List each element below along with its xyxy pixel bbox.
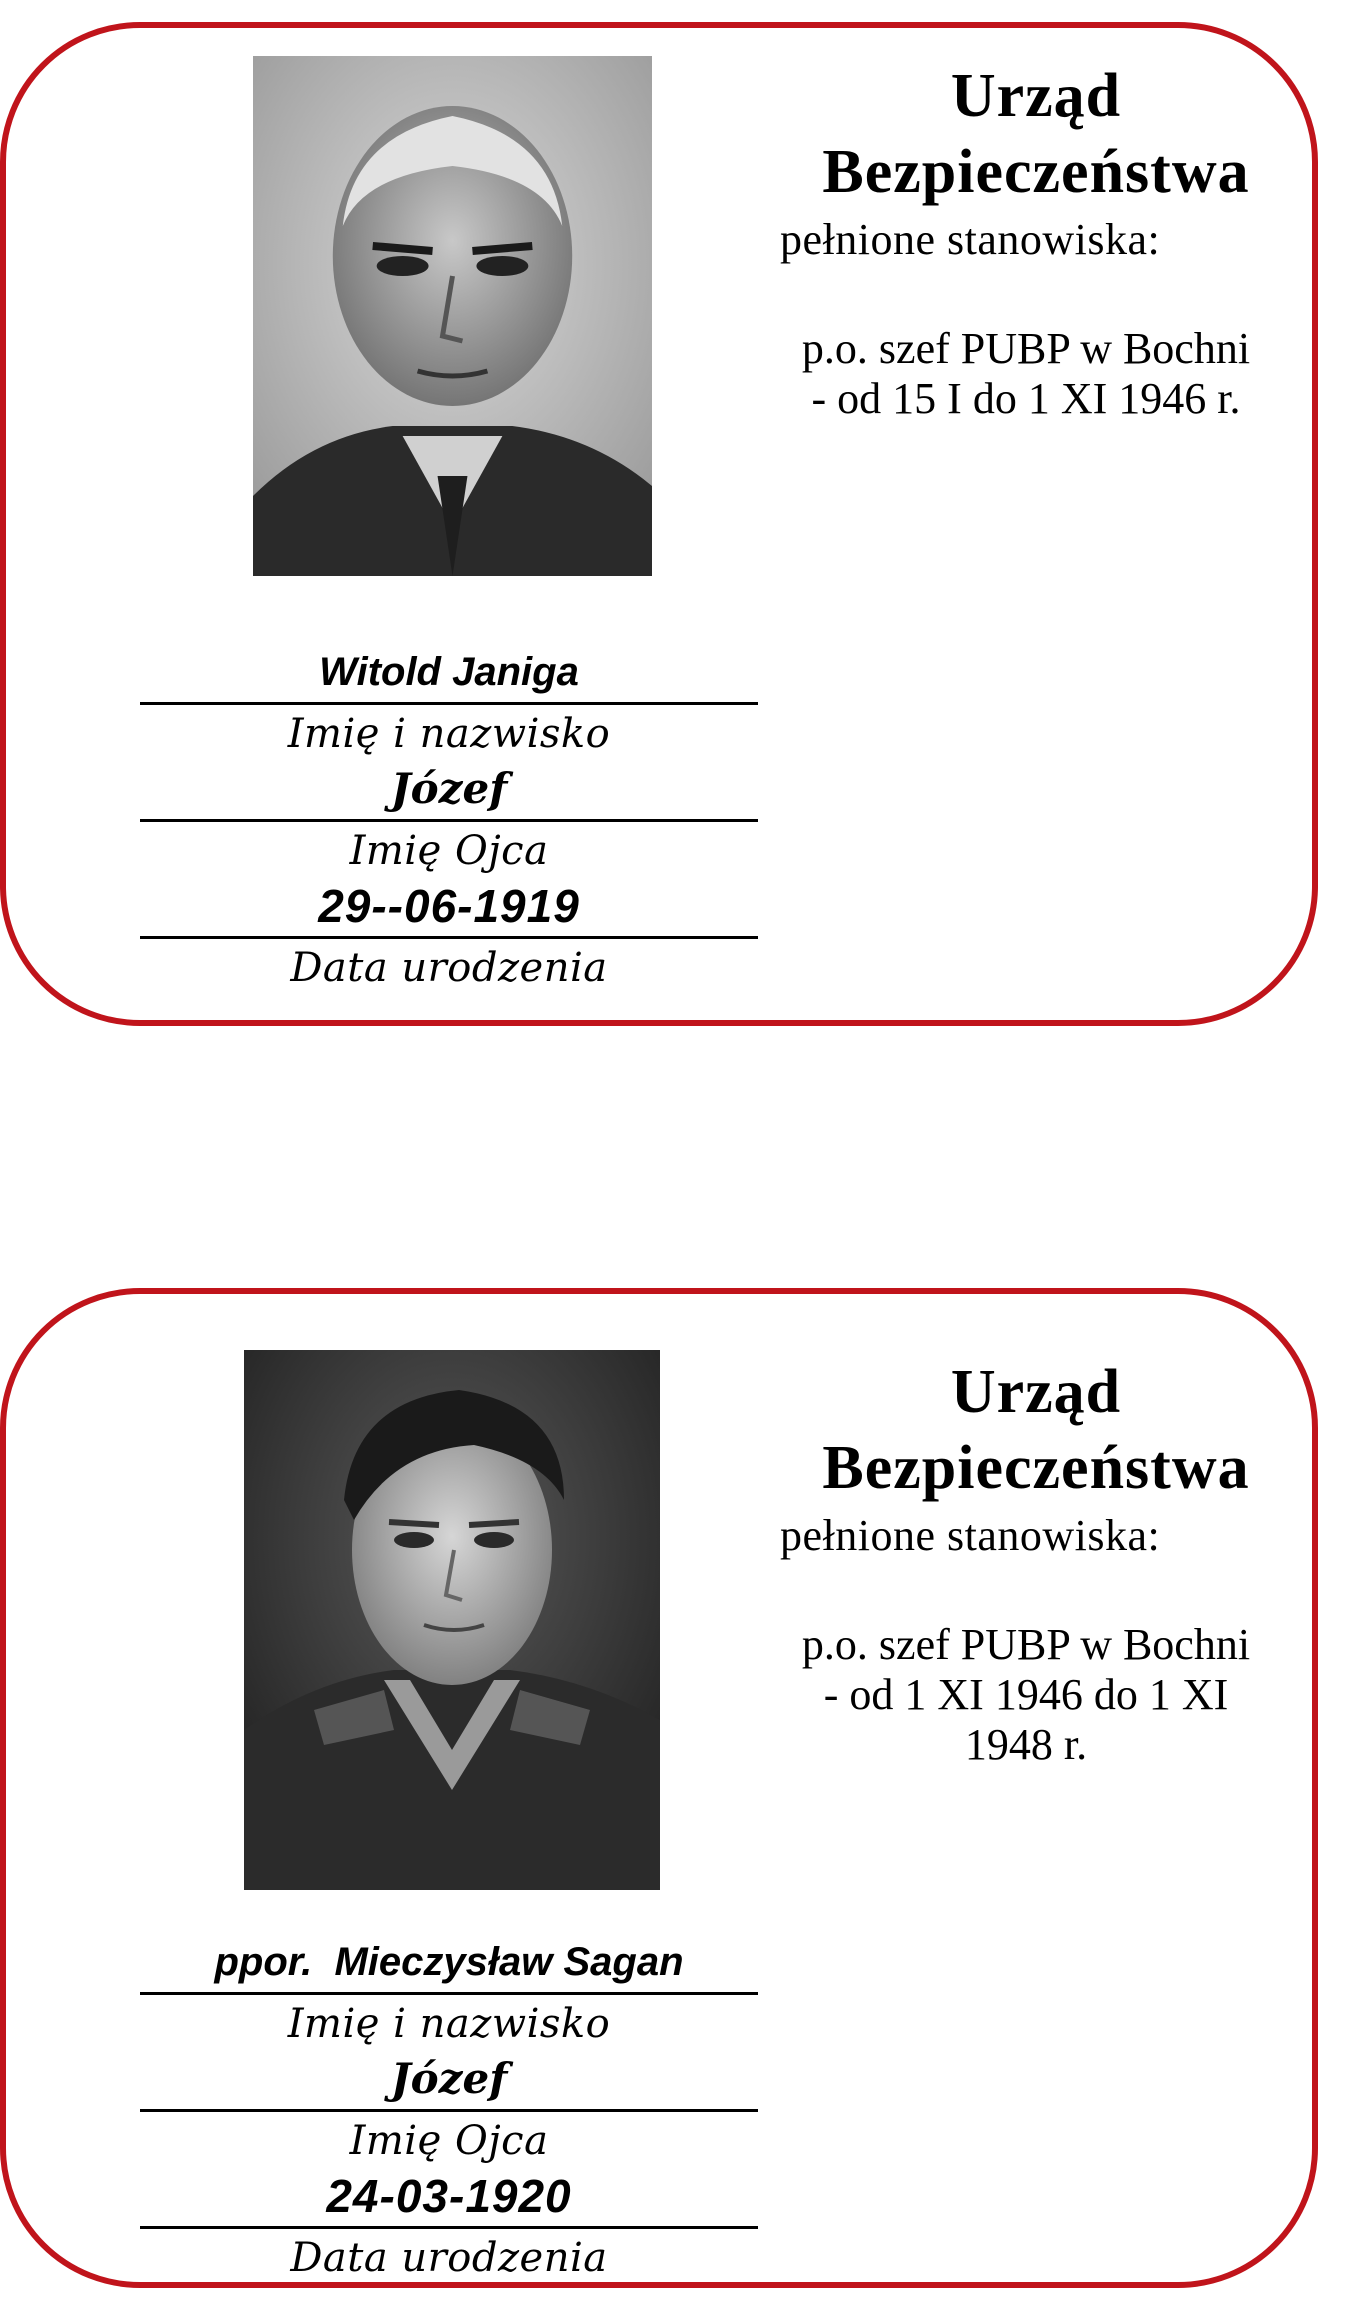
father-name-label: Imię Ojca <box>349 2118 549 2164</box>
identity-fields <box>140 1934 758 2285</box>
title-line-1: Urząd <box>950 62 1122 130</box>
birth-date-value: 24-03-1920 <box>326 2170 572 2222</box>
portrait-photo <box>253 56 652 576</box>
father-name-value: Józef <box>390 2054 508 2103</box>
title-line-2: Bezpieczeństwa <box>822 1434 1250 1502</box>
name-label: Imię i nazwisko <box>287 2001 611 2047</box>
title-line-1: Urząd <box>950 1358 1122 1426</box>
divider <box>140 1992 758 1995</box>
position-line-3: 1948 r. <box>964 1720 1088 1769</box>
person-card <box>0 22 1318 1026</box>
position-line-2: - od 1 XI 1946 do 1 XI <box>823 1670 1229 1719</box>
birth-date-value: 29--06-1919 <box>318 880 580 932</box>
title-line-2: Bezpieczeństwa <box>822 138 1250 206</box>
name-label: Imię i nazwisko <box>287 711 611 757</box>
card-title <box>746 1354 1326 1506</box>
name-value: ppor. Mieczysław Sagan <box>214 1940 684 1984</box>
position-line-1: p.o. szef PUBP w Bochni <box>801 1620 1251 1669</box>
divider <box>140 819 758 822</box>
position-line-2: - od 15 I do 1 XI 1946 r. <box>811 374 1241 423</box>
portrait-photo <box>244 1350 660 1890</box>
father-name-label: Imię Ojca <box>349 828 549 874</box>
position-description <box>766 324 1286 424</box>
identity-fields <box>140 644 758 995</box>
birth-date-label: Data urodzenia <box>290 945 608 991</box>
position-description <box>766 1620 1286 1770</box>
divider <box>140 936 758 939</box>
birth-date-label: Data urodzenia <box>290 2235 608 2281</box>
person-card <box>0 1288 1318 2288</box>
position-line-1: p.o. szef PUBP w Bochni <box>801 324 1251 373</box>
divider <box>140 2226 758 2229</box>
father-name-value: Józef <box>390 764 508 813</box>
card-title <box>746 58 1326 210</box>
positions-label: pełnione stanowiska: <box>780 215 1161 264</box>
divider <box>140 702 758 705</box>
name-value: Witold Janiga <box>319 650 579 694</box>
positions-label: pełnione stanowiska: <box>780 1511 1161 1560</box>
divider <box>140 2109 758 2112</box>
